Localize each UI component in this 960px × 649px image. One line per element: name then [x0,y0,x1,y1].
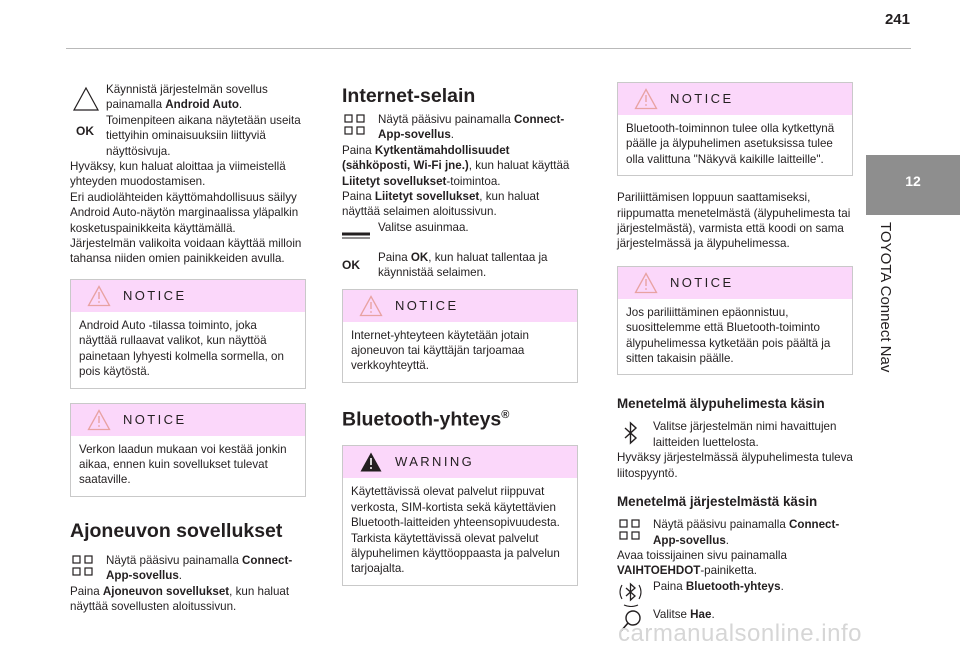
notice-header [618,267,852,299]
notice-header [71,280,305,312]
internet-step-5: OK Paina OK, kun haluat tallentaa ja käynnistää selaimen. [342,250,548,280]
notice-box-pairing-failed [617,266,853,376]
notice-text: Internet-yhteyteen käytetään jotain ajoneuvon tai käyttäjän tarjoamaa verkkoyhteyttä. [351,328,529,373]
apps-grid-icon [70,553,98,581]
notice-title: NOTICE [670,274,734,290]
vehicle-apps-step-1: Näytä pääsivu painamalla Connect-App-sovellus. [70,553,306,584]
notice-title: NOTICE [123,287,187,303]
audio-sources-text: Eri audiolähteiden käyttömahdollisuus säilyy Android Auto-näytön marginaalissa yläpalkin kosketuspainikkeita käyttämällä. [70,190,299,235]
chapter-tab [866,155,960,215]
notice-text: Jos pariliittäminen epäonnistuu, suosittelemme että Bluetooth-toiminto älypuhelimessa kytketään pois päältä ja sitten takaisin päälle. [626,305,831,366]
notice-header [343,290,577,322]
ok-icon: OK [76,124,94,138]
bluetooth-signal-icon [617,579,645,607]
internet-step-2: Paina Kytkentämahdollisuudet (sähköposti, Wi-Fi jne.), kun haluat käyttää Liitetyt sovellukset-toimintoa. [342,143,570,188]
notice-title: NOTICE [670,91,734,106]
warning-box-bluetooth [342,445,578,585]
watermark: carmanualsonline.info [618,620,862,647]
bluetooth-icon [617,419,645,447]
column-1 [70,82,306,614]
caution-triangle-icon [87,285,111,307]
chapter-number: 12 [905,173,921,189]
vehicle-apps-step-2: Paina Ajoneuvon sovellukset, kun haluat näyttää sovellusten aloitussivun. [70,584,290,613]
notice-box-bluetooth-visible [617,82,853,176]
warning-title: WARNING [395,454,475,470]
from-system-step-2: Avaa toissijainen sivu painamalla VAIHTOEHDOT-painiketta. [617,548,787,578]
from-system-step-4: Valitse Hae. [617,607,853,631]
notice-title: NOTICE [123,411,187,427]
notice-text: Android Auto -tilassa toiminto, joka näyttää rullaavat valikot, kun näyttöä painetaan lyhyesti kolmella sormella, on pois käytöstä. [79,318,284,379]
notice-box-android-auto [70,279,306,389]
notice-text: Bluetooth-toiminnon tulee olla kytkettynä päälle ja älypuhelimen asetuksissa tulee olla valittuna "Näkyvä kaikille laitteille". [626,122,835,166]
vehicle-apps-heading: Ajoneuvon sovellukset [70,519,283,542]
ok-icon: OK [342,257,360,272]
internet-step-1: Näytä pääsivu painamalla Connect-App-sovellus. [342,112,578,143]
warning-text: Käytettävissä olevat palvelut riippuvat verkosta, SIM-kortista sekä käytettävien Bluetooth-laitteiden yhteensopivuudesta. Tarkista käytettävissä olevat palvelut älypuhelimen käyttöoppaasta ja palvelun tarjoajalta. [351,485,560,576]
android-auto-instruction: Käynnistä järjestelmän sovellus painamalla Android Auto. [106,83,268,112]
from-system-heading: Menetelmä järjestelmästä käsin [617,494,818,510]
notice-title: NOTICE [395,297,459,313]
caution-triangle-icon [359,295,383,317]
warning-triangle-icon [72,86,100,112]
notice-box-internet [342,289,578,383]
apps-grid-icon [342,112,370,140]
column-3 [617,82,853,631]
pairing-code-text: Pariliittämisen loppuun saattamiseksi, riippumatta menetelmästä (älypuhelimesta tai järjestelmästä), varmista että koodi on sama järjestelmässä ja älypuhelimessa. [617,191,851,251]
caution-triangle-icon [634,88,658,110]
internet-browser-heading: Internet-selain [342,85,476,107]
android-auto-start-block [70,82,306,159]
from-system-step-1: Näytä pääsivu painamalla Connect-App-sovellus. [617,517,853,548]
notice-text: Verkon laadun mukaan voi kestää jonkin aikaa, ennen kuin sovellukset tulevat saataville. [79,442,287,487]
menus-access-text: Järjestelmän valikoita voidaan käyttää milloin tahansa niiden omien painikkeiden avulla. [70,237,302,266]
chapter-label-container [864,222,910,532]
android-auto-screens-text: Toimenpiteen aikana näytetään useita tiettyihin ominaisuuksiin liittyviä näyttösivuja. [106,113,301,158]
from-phone-step-1: Valitse järjestelmän nimi havaittujen laitteiden luettelosta. [617,419,853,450]
list-select-icon [342,220,370,248]
from-phone-heading: Menetelmä älypuhelimesta käsin [617,396,825,412]
from-system-step-3: Paina Bluetooth-yhteys. [617,579,853,603]
from-phone-step-2: Hyväksy järjestelmässä älypuhelimesta tuleva liitospyyntö. [617,451,853,480]
page-number: 241 [884,11,910,28]
column-2 [342,82,578,586]
notice-header [71,404,305,436]
internet-step-4: Valitse asuinmaa. [342,220,578,244]
warning-triangle-icon [359,451,383,473]
apps-grid-icon [617,517,645,545]
accept-connection-text: Hyväksy, kun haluat aloittaa ja viimeistellä yhteyden muodostamisen. [70,160,286,189]
caution-triangle-icon [634,272,658,294]
internet-step-3: Paina Liitetyt sovellukset, kun haluat näyttää selaimen aloitussivun. [342,190,540,219]
notice-header [618,83,852,115]
chapter-label: TOYOTA Connect Nav [877,222,894,373]
warning-header [343,446,577,478]
notice-box-network [70,403,306,497]
top-divider [66,48,911,49]
bluetooth-heading: Bluetooth-yhteys® [342,408,510,431]
caution-triangle-icon [87,409,111,431]
